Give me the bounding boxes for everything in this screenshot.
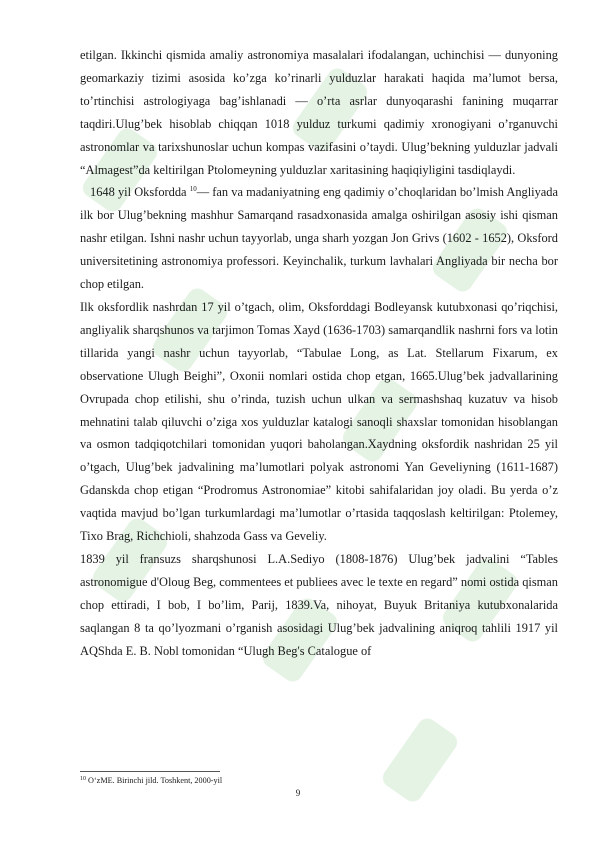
paragraph-4: 1839 yil fransuzs sharqshunosi L.A.Sediyo (1808-1876) Ulug’bek jadvalini “Tables astronomigue d'Oloug Beg, commentees et publiees avec le texte en regard” nomi ostida qisman chop ettiradi, I bob, I bo’lim, Parij, 1839.Va, nihoyat, Buyuk Britaniya kutubxonalarida saqlangan 8 ta qo’lyozmani o’rganish asosidagi Ulug’bek jadvalining aniqroq tahlili 1917 yil AQShda E. B. Nobl tomonidan “Ulugh Beg's Catalogue of [80, 551, 558, 658]
footnote [80, 776, 222, 786]
page-body [80, 44, 558, 662]
footnote-text: O‘zME. Birinchi jild. Toshkent, 2000-yil [86, 776, 223, 785]
paragraph-2-rest: — fan va madaniyatning eng qadimiy o’choqlaridan bo’lmish Angliyada ilk bor Ulug’bekning mashhur Samarqand rasadxonasida amalga oshirilgan asosiy ishi qisman nashr etilgan. Ishni nashr uchun tayyorlab, unga sharh yozgan Jon Grivs (1602 - 1652), Oksford universitetining astronomiya professori. Keyinchalik, turkum lavhalari Angliyada bir necha bor chop etilgan. [80, 185, 558, 292]
page-number: 9 [295, 788, 301, 798]
paragraph-2 [80, 181, 558, 296]
footnote-marker: 10 [80, 776, 86, 782]
footnote-ref[interactable]: 10 [189, 185, 197, 194]
paragraph-1: etilgan. Ikkinchi qismida amaliy astronomiya masalalari ifodalangan, uchinchisi — dunyoning geomarkaziy tizimi asosida ko’zga ko’rinarli yulduzlar harakati haqida ma’lumot bersa, to’rtinchisi astrologiyaga bag’ishlanadi — o’rta asrlar dunyoqarashi fanining muqarrar taqdiri.Ulug’bek hisoblab chiqqan 1018 yulduz turkumi qadimiy xronogiyani o’rganuvchi astronomlar va tarixshunoslar uchun kompas vazifasini o’taydi. Ulug’bekning yulduzlar jadvali “Almagest”da keltirilgan Ptolomeyning yulduzlar xaritasining haqiqiyligini tasdiqlaydi. [80, 48, 558, 177]
paragraph-2-start: 1648 yil Oksfordda [90, 185, 190, 200]
paragraph-3: Ilk oksfordlik nashrdan 17 yil o’tgach, olim, Oksforddagi Bodleyansk kutubxonasi qo’riqchisi, angliyalik sharqshunos va tarjimon Tomas Xayd (1636-1703) samarqandlik nashrni fors va lotin tillarida yangi nashr uchun tayyorlab, “Tabulae Long, as Lat. Stellarum Fixarum, ex observatione Ulugh Beighi”, Oxonii nomlari ostida chop etgan, 1665.Ulug’bek jadvallarining Ovrupada chop etilishi, shu o’rinda, tuzish uchun ulkan va sermashshaq kuzatuv va hisob mehnatini talab qiluvchi o’ziga xos yulduzlar katalogi sanoqli shaxslar tomonidan hisoblangan va osmon tadqiqotchilari tomonidan yuqori baholangan.Xaydning oksfordik nashridan 25 yil o’tgach, Ulug’bek jadvalining ma’lumotlari polyak astronomi Yan Geveliyning (1611-1687) Gdanskda chop etigan “Prodromus Astronomiae” kitobi sahifalaridan joy oladi. Bu yerda o’z vaqtida mavjud bo’lgan turkumlardagi ma’lumotlar o’rtasida taqqoslash keltirilgan: Ptolemey, Tixo Brag, Richchioli, shahzoda Gass va Geveliy. [80, 299, 558, 544]
footnote-divider [80, 771, 220, 772]
